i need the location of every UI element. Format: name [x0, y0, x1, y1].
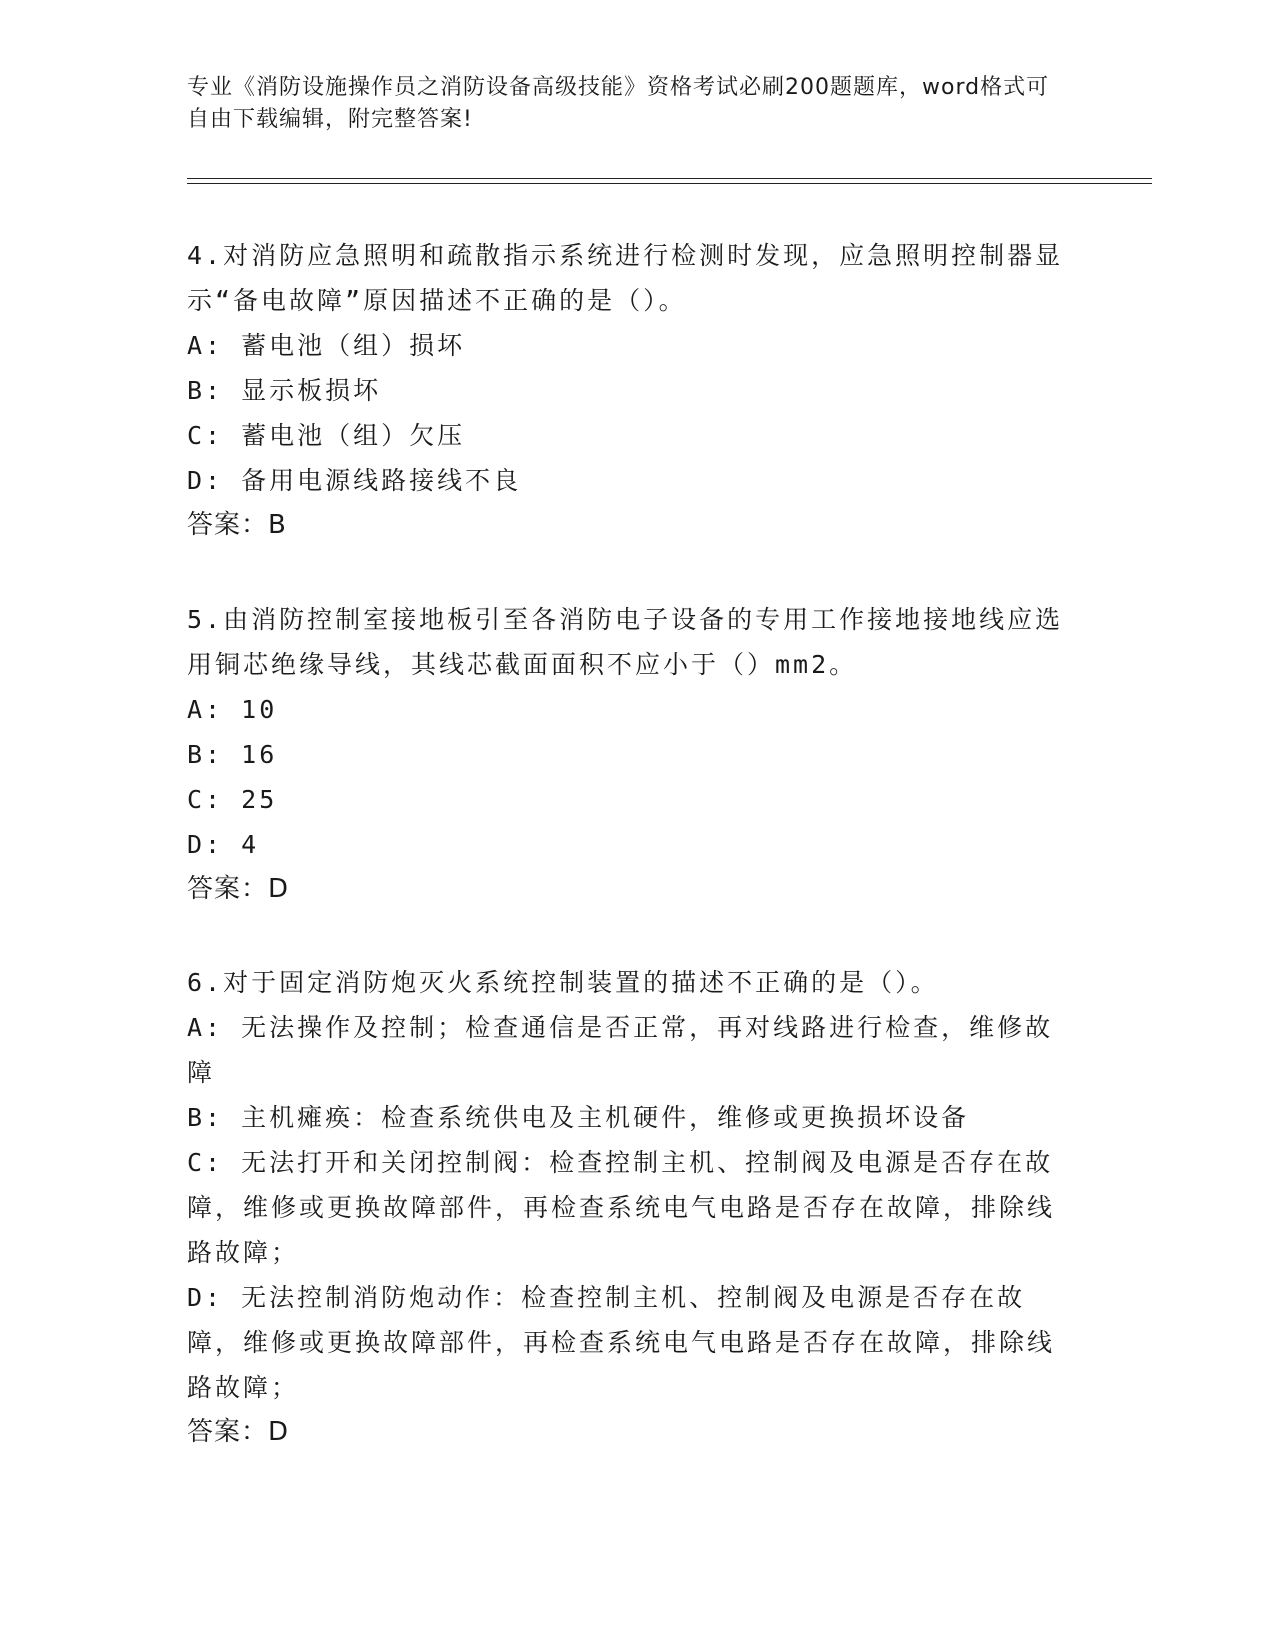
option-c: C: 无法打开和关闭控制阀：检查控制主机、控制阀及电源是否存在故障，维修或更换故障部件，再检查系统电气电路是否存在故障，排除线路故障；	[187, 1148, 1056, 1267]
answer-line: 答案：D	[187, 874, 290, 904]
question-5	[187, 597, 1067, 912]
option-a: A: 无法操作及控制；检查通信是否正常，再对线路进行检查，维修故障	[187, 1013, 1054, 1087]
header-text: 专业《消防设施操作员之消防设备高级技能》资格考试必刷200题题库，word格式可自由下载编辑，附完整答案!	[187, 75, 1050, 132]
header-divider-top	[187, 178, 1152, 179]
document-header	[187, 72, 1067, 136]
option-b: B: 16	[187, 740, 278, 769]
question-stem: 6.对于固定消防炮灭火系统控制装置的描述不正确的是（）。	[187, 968, 939, 997]
question-stem: 4.对消防应急照明和疏散指示系统进行检测时发现，应急照明控制器显示“备电故障”原因描述不正确的是（）。	[187, 241, 1064, 315]
option-d: D: 无法控制消防炮动作：检查控制主机、控制阀及电源是否存在故障，维修或更换故障部件，再检查系统电气电路是否存在故障，排除线路故障；	[187, 1283, 1056, 1402]
option-b: B: 显示板损坏	[187, 376, 382, 405]
question-6	[187, 960, 1067, 1455]
option-d: D: 4	[187, 830, 260, 859]
option-d: D: 备用电源线路接线不良	[187, 466, 522, 495]
answer-line: 答案：B	[187, 510, 287, 540]
header-divider-bottom	[187, 183, 1152, 184]
question-stem: 5.由消防控制室接地板引至各消防电子设备的专用工作接地接地线应选用铜芯绝缘导线，其线芯截面面积不应小于（）mm2。	[187, 605, 1064, 679]
question-4	[187, 233, 1067, 548]
option-b: B: 主机瘫痪：检查系统供电及主机硬件，维修或更换损坏设备	[187, 1103, 970, 1132]
option-c: C: 25	[187, 785, 278, 814]
option-a: A: 蓄电池（组）损坏	[187, 331, 466, 360]
answer-line: 答案：D	[187, 1417, 290, 1447]
option-a: A: 10	[187, 695, 278, 724]
option-c: C: 蓄电池（组）欠压	[187, 421, 466, 450]
